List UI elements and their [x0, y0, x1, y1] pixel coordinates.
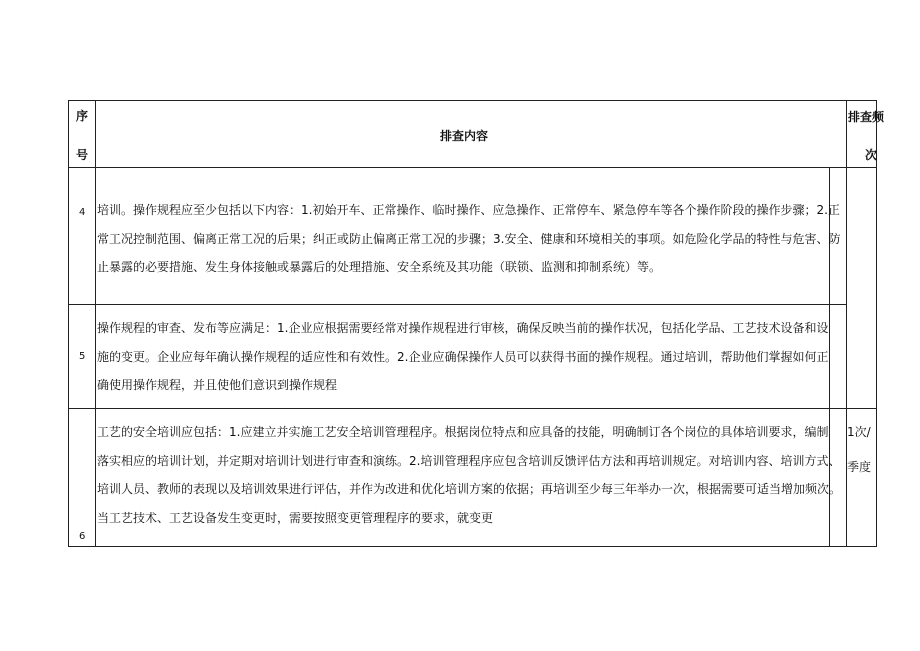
row-divider-4-5 — [68, 304, 846, 305]
row-4-line-1: 培训。操作规程应至少包括以下内容：1.初始开车、正常操作、临时操作、应急操作、正常停车、紧急停车等各个操作阶段的操作步骤；2.正 — [97, 203, 840, 217]
row-6-number: 6 — [79, 531, 86, 542]
freq-column-divider — [846, 100, 847, 546]
table-border-bottom — [68, 546, 877, 547]
header-content: 排查内容 — [440, 129, 489, 143]
row-5-content — [97, 314, 828, 400]
header-seq-line1: 序 — [76, 109, 89, 123]
row-6-line-2: 落实相应的培训计划，并定期对培训计划进行审查和演练。2.培训管理程序应包含培训反馈评估方法和再培训规定。对培训内容、培训方式、 — [97, 453, 841, 468]
row-6-freq-line2: 季度 — [847, 460, 872, 474]
row-divider-5-6 — [68, 408, 877, 409]
row-4-content — [97, 196, 840, 282]
row-5-number: 5 — [79, 351, 86, 362]
header-divider — [68, 167, 877, 168]
row-5-line-2: 施的变更。企业应每年确认操作规程的适应性和有效性。2.企业应确保操作人员可以获得书面的操作规程。通过培训，帮助他们掌握如何正 — [97, 349, 829, 364]
seq-column-divider — [95, 100, 96, 546]
row-6-line-3: 培训人员、教师的表现以及培训效果进行评估，并作为改进和优化培训方案的依据；再培训至少每三年举办一次，根据需要可适当增加频次。 — [97, 482, 842, 496]
row-6-content — [97, 418, 841, 532]
header-freq-line1: 排查频 — [848, 110, 885, 124]
row-6-freq-line1: 1次/ — [847, 425, 871, 439]
row-4-number: 4 — [79, 207, 86, 218]
row-6-line-1: 工艺的安全培训应包括：1.应建立并实施工艺安全培训管理程序。根据岗位特点和应具备的技能，明确制订各个岗位的具体培训要求，编制 — [97, 425, 829, 439]
table-border-right — [876, 100, 877, 546]
row-6-line-4: 当工艺技术、工艺设备发生变更时，需要按照变更管理程序的要求，就变更 — [97, 510, 494, 525]
row-4-line-3: 止暴露的必要措施、发生身体接触或暴露后的处理措施、安全系统及其功能（联锁、监测和抑制系统）等。 — [97, 260, 662, 274]
row-5-line-3: 确使用操作规程，并且使他们意识到操作规程 — [97, 378, 338, 392]
row-5-line-1: 操作规程的审查、发布等应满足：1.企业应根据需要经常对操作规程进行审核，确保反映当前的操作状况，包括化学品、工艺技术设备和设 — [97, 321, 829, 335]
header-freq-line2: 次 — [865, 148, 878, 162]
table-border-left — [68, 100, 69, 546]
table-border-top — [68, 100, 877, 101]
row-4-line-2: 常工况控制范围、偏离正常工况的后果；纠正或防止偏离正常工况的步骤；3.安全、健康和环境相关的事项。如危险化学品的特性与危害、防 — [97, 231, 841, 246]
header-seq-line2: 号 — [76, 148, 89, 162]
